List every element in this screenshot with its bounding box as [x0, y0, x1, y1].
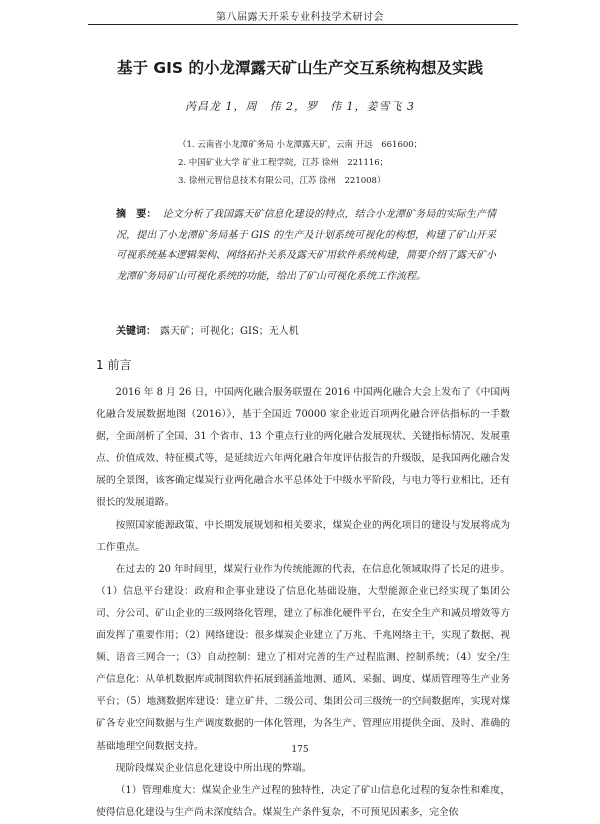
- affiliation-2: 2. 中国矿业大学 矿业工程学院，江苏 徐州 221116；: [178, 158, 389, 168]
- paragraph: （1）管理难度大：煤炭企业生产过程的独特性，决定了矿山信息化过程的复杂性和难度，使得信息化建设与生产尚未深度结合。煤炭生产条件复杂，不可预见因素多，完全依: [96, 784, 510, 818]
- abstract-text: 论文分析了我国露天矿信息化建设的特点，结合小龙潭矿务局的实际生产情况，提出了小龙潭矿务局基于 GIS 的生产及计划系统可视化的构想，构建了矿山开采可视系统基本逻辑架构、网络拓扑关系及露天矿用软件系统构建，简要介绍了露天矿小龙潭矿务局矿山可视化系统的功能，给出了矿山可视化系统工作流程。: [116, 209, 497, 282]
- paragraph: 按照国家能源政策、中长期发展规划和相关要求，煤炭企业的两化项目的建设与发展将成为工作重点。: [96, 519, 510, 553]
- affiliations: [178, 136, 422, 190]
- author-list: 芮昌龙 1，周 伟 2，罗 伟 1，姜雪飞 3: [185, 100, 415, 113]
- page-number: 175: [291, 745, 309, 755]
- running-header: 第八届露天开采专业科技学术研讨会: [216, 12, 384, 23]
- keywords-label: 关键词：: [116, 326, 156, 337]
- abstract: [116, 205, 496, 287]
- header-rule: [88, 24, 518, 25]
- keywords-text: 露天矿；可视化；GIS；无人机: [160, 326, 299, 337]
- keywords: [116, 322, 496, 337]
- paper-title: 基于 GIS 的小龙潭露天矿山生产交互系统构想及实践: [117, 59, 483, 77]
- affiliation-3: 3. 徐州元智信息技术有限公司，江苏 徐州 221008）: [178, 176, 386, 186]
- section-heading: 1 前言: [96, 358, 132, 372]
- body-text: [96, 382, 510, 824]
- paragraph: 2016 年 8 月 26 日，中国两化融合服务联盟在 2016 中国两化融合大会上发布了《中国两化融合发展数据地图（2016）》，基于全国近 70000 家企业近百项两化融合评估指标的一手数据，全面剖析了全国、31 个省市、13 个重点行业的两化融合发展现状、关键指标情况、发展重点、价值成效、特征模式等，是延续近六年两化融合年度评估报告的升级版，是我国两化融合发展的全景图，该客确定煤炭行业两化融合水平总体处于中级水平阶段，与电力等行业相比，还有很长的发展道路。: [96, 387, 510, 509]
- affiliation-1: （1. 云南省小龙潭矿务局 小龙潭露天矿，云南 开远 661600；: [178, 140, 423, 150]
- abstract-label: 摘 要：: [116, 209, 157, 220]
- paragraph: 现阶段煤炭企业信息化建设中所出现的弊端。: [115, 762, 312, 774]
- paragraph: 在过去的 20 年时间里，煤炭行业作为传统能源的代表，在信息化领域取得了长足的进步。（1）信息平台建设：政府和企事业建设了信息化基础设施，大型能源企业已经实现了集团公司、分公司、矿山企业的三级网络化管理，建立了标准化硬件平台，在安全生产和减员增效等方面发挥了重要作用；（2）网络建设：很多煤炭企业建立了万兆、千兆网络主干，实现了数据、视频、语音三网合一；（3）自动控制：建立了相对完善的生产过程监测、控制系统；（4）安全/生产信息化：从单机数据库或制图软件拓展到涵盖地测、通风、采掘、调度、煤质管理等生产业务平台；（5）地测数据库建设：建立矿井、二级公司、集团公司三级统一的空间数据库，实现对煤矿各专业空间数据与生产调度数据的一体化管理，为各生产、管理应用提供全面、及时、准确的基础地理空间数据支持。: [96, 563, 510, 752]
